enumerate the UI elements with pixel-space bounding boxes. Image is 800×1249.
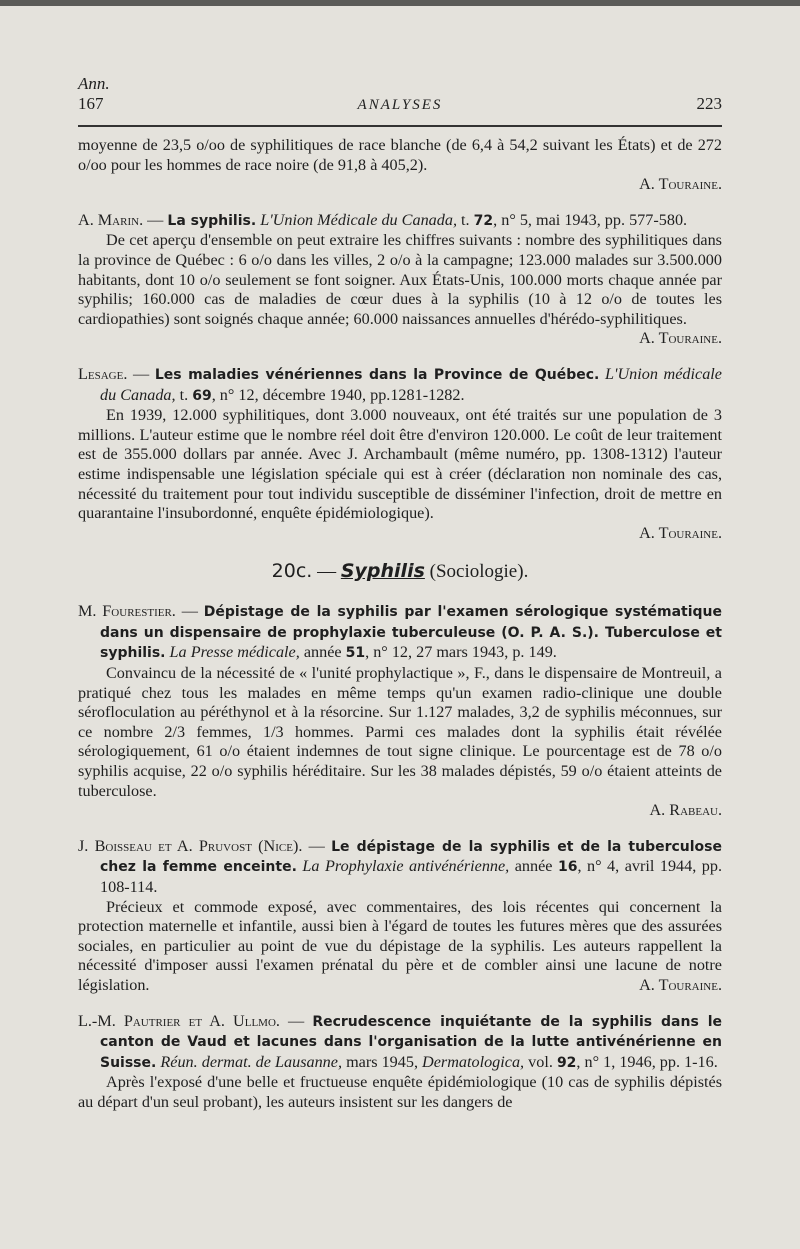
entry-heading: Le dépistage de la syphilis et de la tuberculose chez la femme enceinte. (100, 838, 722, 876)
entry-details: , n° 5, mai 1943, pp. 577-580. (493, 210, 688, 229)
header-title: ANALYSES (357, 97, 443, 113)
page-number: 223 (696, 94, 722, 113)
entry-author: Lesage. (78, 364, 128, 383)
entry-signature: A. Rabeau. (649, 801, 722, 820)
entry-heading: Dépistage de la syphilis par l'examen sérologique systématique dans un dispensaire de prophylaxie tuberculeuse (O. P. A. S.). Tuberculose et syphilis. (100, 604, 723, 662)
entry-author: A. Marin. (78, 210, 144, 229)
entry-journal: Réun. dermat. de Lausanne, (160, 1052, 343, 1071)
entry-body: En 1939, 12.000 syphilitiques, dont 3.000 nouveaux, ont été traités sur une population de 3 millions. L'auteur estime que le nombre réel doit être d'environ 120.000. Le coût de leur traitement est de 355.000 dollars par année. Avec J. Archambault (même numéro, pp. 1308-1312) l'auteur estime indispensable une législation spéciale qui est à créer (déclaration non nominale des cas, nécessité du traitement pour tout individu susceptible de disséminer l'infection, droit de mettre en quarantaine l'insubordonné, enquête épidémiologique). (78, 406, 722, 523)
header-volume: 167 (78, 94, 104, 113)
entry-journal-2: Dermatologica, (422, 1052, 525, 1071)
entry-volume: 69 (192, 387, 212, 404)
header-rule (78, 125, 722, 127)
header-ann: Ann. (78, 74, 110, 93)
entry-signature: A. Touraine. (639, 523, 722, 542)
entry-reference: A. Marin. — La syphilis. L'Union Médicale du Canada, t. 72, n° 5, mai 1943, pp. 577-580. (78, 210, 688, 229)
entry-signature: A. Touraine. (639, 975, 722, 994)
entry-journal: La Presse médicale, (169, 643, 300, 662)
entry-body: moyenne de 23,5 o/oo de syphilitiques de race blanche (de 6,4 à 54,2 suivant les États) et de 272 o/oo pour les hommes de race noire (de 91,8 à 405,2). (78, 136, 722, 174)
scan-top-edge (0, 0, 800, 6)
page-content (78, 136, 722, 1113)
entry-journal: L'Union Médicale du Canada, (260, 210, 457, 229)
entry-journal: L'Union médicale du Canada, (100, 364, 722, 404)
entry-journal: La Prophylaxie antivénérienne, (302, 857, 510, 876)
entry-boisseau (78, 837, 722, 996)
entry-author: M. Fourestier. (78, 602, 176, 621)
entry-body: De cet aperçu d'ensemble on peut extraire les chiffres suivants : nombre des syphilitiques dans la province de Québec : 6 o/o dans les villes, 2 o/o à la campagne; 123.000 malades sur 3.500.000 habitants, dont 10 o/o seulement se font soigner. Aux États-Unis, 100.000 morts chaque année par syphilis; 160.000 cas de maladies de cœur dues à la syphilis (10 à 12 o/o de toutes les cardiopathies) sont soignés chaque année; 60.000 naissances annuelles d'hérédo-syphilitiques. (78, 231, 722, 328)
entry-heading: Les maladies vénériennes dans la Province de Québec. (154, 366, 600, 383)
section-title: Syphilis (340, 560, 425, 583)
entry-fourestier (78, 602, 722, 821)
entry-volume: 92 (556, 1054, 577, 1071)
entry-pautrier (78, 1012, 722, 1113)
entry-reference: L.-M. Pautrier et A. Ullmo. — Recrudescence inquiétante de la syphilis dans le canton de Vaud et lacunes dans l'organisation de la lutte antivénérienne en Suisse. Réun. dermat. de Lausanne, mars 1945, Dermatologica, vol. 92, n° 1, 1946, pp. 1-16. (78, 1011, 722, 1071)
entry-author: L.-M. Pautrier et A. Ullmo. (78, 1011, 280, 1030)
entry-marin (78, 211, 722, 349)
entry-volume: 16 (557, 859, 578, 876)
entry-details: , n° 12, décembre 1940, pp.1281-1282. (211, 385, 465, 404)
entry-heading: La syphilis. (167, 212, 257, 229)
entry-body: Après l'exposé d'une belle et fructueuse enquête épidémiologique (10 cas de syphilis dépistés au départ d'un seul probant), les auteurs insistent sur les dangers de (78, 1073, 722, 1111)
entry-body: Précieux et commode exposé, avec commentaires, des lois récentes qui concernent la protection maternelle et infantile, aussi bien à l'égard de toutes les futures mères que des assurées sociales, en particulier au point de vue du dépistage de la syphilis. Les auteurs rappellent la nécessité d'imposer aussi l'examen prénatal du père et de combler ainsi une lacune de notre législation. A. Touraine. (78, 897, 722, 994)
entry-author: J. Boisseau et A. Pruvost (Nice). (78, 836, 303, 855)
entry-volume: 51 (345, 645, 366, 662)
entry-signature: A. Touraine. (639, 175, 722, 194)
entry-body: Convaincu de la nécessité de « l'unité prophylactique », F., dans le dispensaire de Montreuil, a pratiqué chez tous les malades en même temps qu'un examen radio-clinique une double sérofloculation au péréthynol et à la résorcine. Sur 1.127 malades, 3,2 de syphilis méconnues, sur ce nombre 2/3 femmes, 1/3 hommes. Parmi ces malades dont la syphilis était révélée sérologiquement, 61 o/o étaient indemnes de tout signe clinique. Le pourcentage est de 78 o/o syphilis acquise, 22 o/o syphilis héréditaire. Sur les 38 malades dépistés, 59 o/o étaient atteints de tuberculose. (78, 664, 722, 800)
section-number: 20c. (271, 560, 313, 583)
entry-details: , n° 1, 1946, pp. 1-16. (576, 1052, 718, 1071)
entry-heading: Recrudescence inquiétante de la syphilis dans le canton de Vaud et lacunes dans l'organisation de la lutte antivénérienne en Suisse. (100, 1013, 722, 1071)
entry-continuation (78, 136, 722, 195)
running-header (78, 74, 722, 114)
entry-lesage (78, 365, 722, 543)
section-subtitle: (Sociologie). (424, 561, 529, 583)
entry-reference: J. Boisseau et A. Pruvost (Nice). — Le dépistage de la syphilis et de la tuberculose chez la femme enceinte. La Prophylaxie antivénérienne, année 16, n° 4, avril 1944, pp. 108-114. (78, 836, 722, 896)
entry-details: , n° 4, avril 1944, pp. 108-114. (100, 857, 722, 896)
section-heading: 20c. — Syphilis (Sociologie). (271, 560, 529, 583)
entry-volume: 72 (473, 212, 494, 229)
entry-signature: A. Touraine. (639, 329, 722, 348)
entry-reference: Lesage. — Les maladies vénériennes dans la Province de Québec. L'Union médicale du Canada, t. 69, n° 12, décembre 1940, pp.1281-1282. (78, 364, 722, 404)
entry-reference: M. Fourestier. — Dépistage de la syphilis par l'examen sérologique systématique dans un dispensaire de prophylaxie tuberculeuse (O. P. A. S.). Tuberculose et syphilis. La Presse médicale, année 51, n° 12, 27 mars 1943, p. 149. (78, 602, 723, 662)
entry-details: , n° 12, 27 mars 1943, p. 149. (365, 643, 557, 662)
